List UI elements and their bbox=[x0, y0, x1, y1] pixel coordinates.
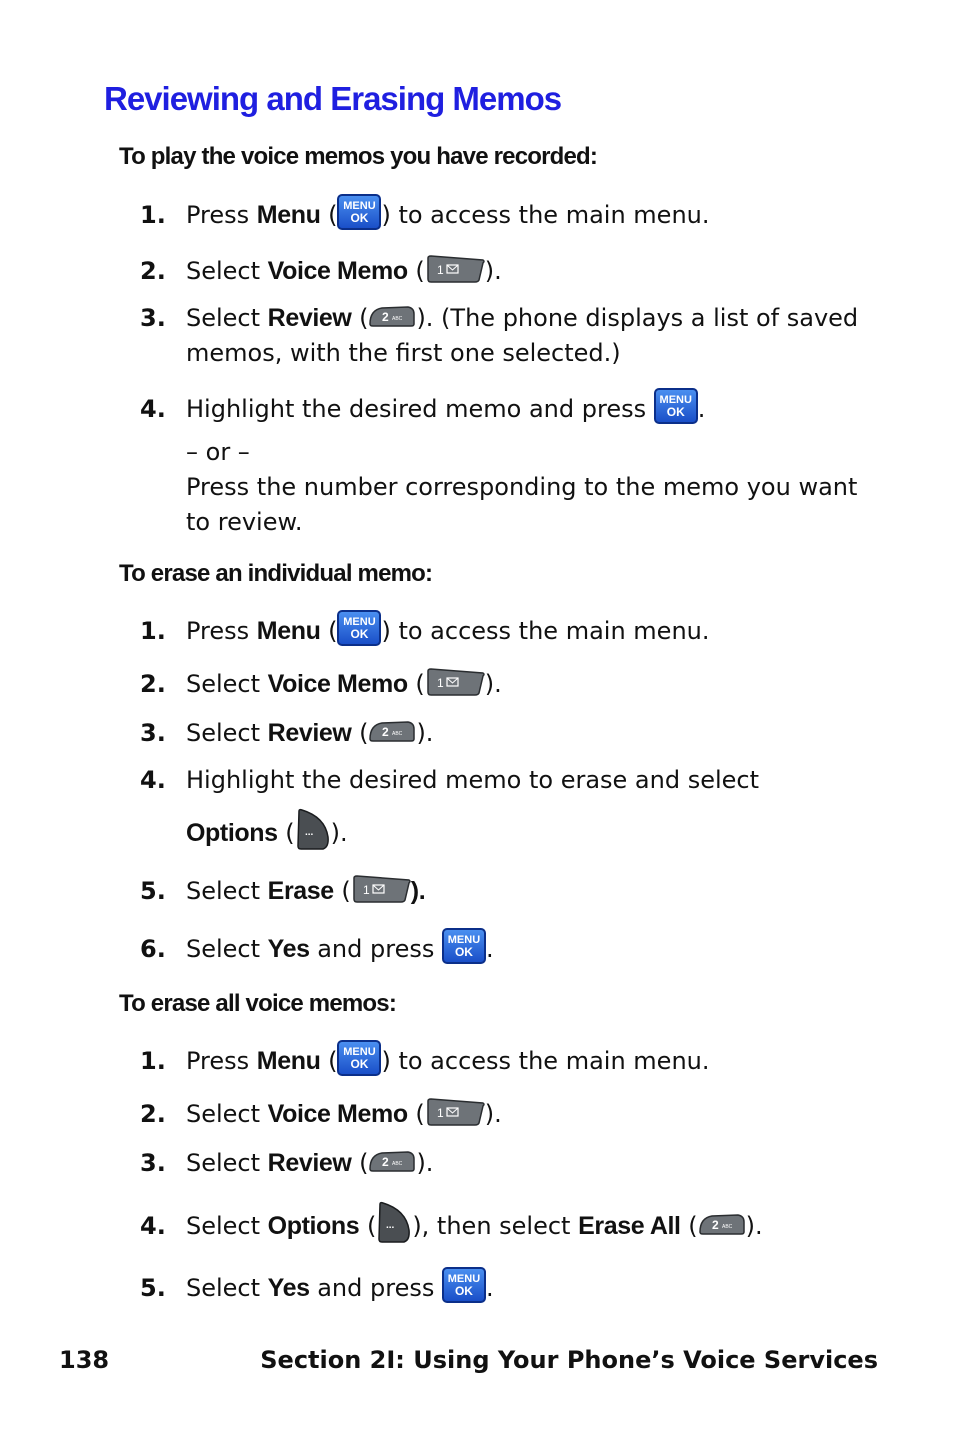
svg-text:2: 2 bbox=[382, 725, 390, 739]
menu-label: Menu bbox=[256, 201, 321, 229]
svg-text:ABC: ABC bbox=[392, 316, 403, 322]
step: 4. Select Options ( ... ), then select Erase All ( 2 ABC ). bbox=[140, 1209, 880, 1244]
section-heading-play: To play the voice memos you have recorded: bbox=[119, 143, 598, 170]
svg-text:...: ... bbox=[386, 1220, 395, 1231]
svg-text:2: 2 bbox=[711, 1218, 719, 1232]
review-label: Review bbox=[267, 719, 352, 747]
step: 4. Highlight the desired memo and press MENU OK . – or – Press the number corresponding to the memo you want to review. bbox=[140, 392, 880, 540]
menu-ok-key-icon: MENU OK bbox=[337, 1040, 381, 1076]
step-number: 6. bbox=[140, 935, 166, 963]
yes-label: Yes bbox=[267, 935, 310, 963]
review-label: Review bbox=[267, 304, 352, 332]
step-number: 2. bbox=[140, 670, 166, 698]
step: 3. Select Review ( 2 ABC ). bbox=[140, 716, 880, 751]
svg-text:ABC: ABC bbox=[392, 731, 403, 737]
erase-label: Erase bbox=[267, 877, 334, 905]
step-number: 2. bbox=[140, 257, 166, 285]
menu-ok-key-icon: MENU OK bbox=[654, 388, 698, 424]
menu-ok-key-icon: MENU OK bbox=[442, 928, 486, 964]
step: 1. Press Menu ( MENU OK ) to access the main menu. bbox=[140, 1044, 880, 1079]
step-number: 1. bbox=[140, 617, 166, 645]
svg-text:1: 1 bbox=[362, 883, 370, 897]
step-number: 4. bbox=[140, 766, 166, 794]
section-heading-erase-individual: To erase an individual memo: bbox=[119, 560, 433, 587]
svg-text:ABC: ABC bbox=[392, 1161, 403, 1167]
step: 5. Select Erase ( 1 ). bbox=[140, 874, 880, 909]
key-2-icon bbox=[368, 1149, 416, 1173]
key-1-icon bbox=[425, 667, 485, 697]
menu-label: Menu bbox=[256, 617, 321, 645]
step: 2. Select Voice Memo ( 1 ). bbox=[140, 667, 880, 702]
step-number: 4. bbox=[140, 395, 166, 423]
section-heading-erase-all: To erase all voice memos: bbox=[119, 990, 397, 1017]
step: 2. Select Voice Memo ( 1 ). bbox=[140, 1097, 880, 1132]
page-title: Reviewing and Erasing Memos bbox=[104, 80, 562, 117]
step-number: 3. bbox=[140, 304, 166, 332]
options-softkey-icon bbox=[295, 807, 331, 851]
step: 1. Press Menu ( MENU OK ) to access the main menu. bbox=[140, 614, 880, 649]
step-number: 3. bbox=[140, 719, 166, 747]
step: 6. Select Yes and press MENU OK . bbox=[140, 932, 880, 967]
key-2-icon bbox=[368, 719, 416, 743]
options-softkey-icon bbox=[376, 1200, 412, 1244]
step: 3. Select Review ( 2 ABC ). bbox=[140, 1146, 880, 1181]
options-label: Options bbox=[186, 819, 278, 847]
svg-text:1: 1 bbox=[436, 263, 444, 277]
step-number: 5. bbox=[140, 877, 166, 905]
step: 2. Select Voice Memo ( 1 ). bbox=[140, 254, 880, 289]
menu-ok-key-icon: MENU OK bbox=[337, 194, 381, 230]
key-1-icon bbox=[425, 1097, 485, 1127]
menu-ok-key-icon: MENU OK bbox=[337, 610, 381, 646]
svg-text:...: ... bbox=[304, 827, 313, 838]
step-number: 1. bbox=[140, 201, 166, 229]
step: 3. Select Review ( 2 ABC ). (The phone displays a list of saved memos, with the first one selected.) bbox=[140, 301, 880, 371]
step-number: 5. bbox=[140, 1274, 166, 1302]
step: 1. Press Menu ( MENU OK ) to access the main menu. bbox=[140, 198, 880, 233]
svg-text:2: 2 bbox=[382, 1155, 390, 1169]
key-2-icon bbox=[698, 1212, 746, 1236]
key-2-icon bbox=[368, 304, 416, 328]
step-number: 1. bbox=[140, 1047, 166, 1075]
page-number: 138 bbox=[59, 1346, 110, 1374]
step-number: 4. bbox=[140, 1212, 166, 1240]
step-number: 3. bbox=[140, 1149, 166, 1177]
step-number: 2. bbox=[140, 1100, 166, 1128]
menu-ok-key-icon: MENU OK bbox=[442, 1267, 486, 1303]
step: 4. Highlight the desired memo to erase and select Options ( ... ). bbox=[140, 763, 880, 851]
menu-label: Menu bbox=[256, 1047, 321, 1075]
voice-memo-label: Voice Memo bbox=[267, 670, 408, 698]
svg-text:2: 2 bbox=[382, 310, 390, 324]
key-1-icon bbox=[351, 874, 411, 904]
yes-label: Yes bbox=[267, 1274, 310, 1302]
svg-text:ABC: ABC bbox=[721, 1224, 732, 1230]
options-label: Options bbox=[267, 1212, 360, 1240]
step: 5. Select Yes and press MENU OK . bbox=[140, 1271, 880, 1306]
key-1-icon bbox=[425, 254, 485, 284]
svg-text:1: 1 bbox=[436, 676, 444, 690]
voice-memo-label: Voice Memo bbox=[267, 1100, 408, 1128]
section-footer: Section 2I: Using Your Phone’s Voice Services bbox=[260, 1346, 878, 1374]
svg-text:1: 1 bbox=[436, 1106, 444, 1120]
voice-memo-label: Voice Memo bbox=[267, 257, 408, 285]
erase-all-label: Erase All bbox=[578, 1212, 681, 1240]
review-label: Review bbox=[267, 1149, 352, 1177]
